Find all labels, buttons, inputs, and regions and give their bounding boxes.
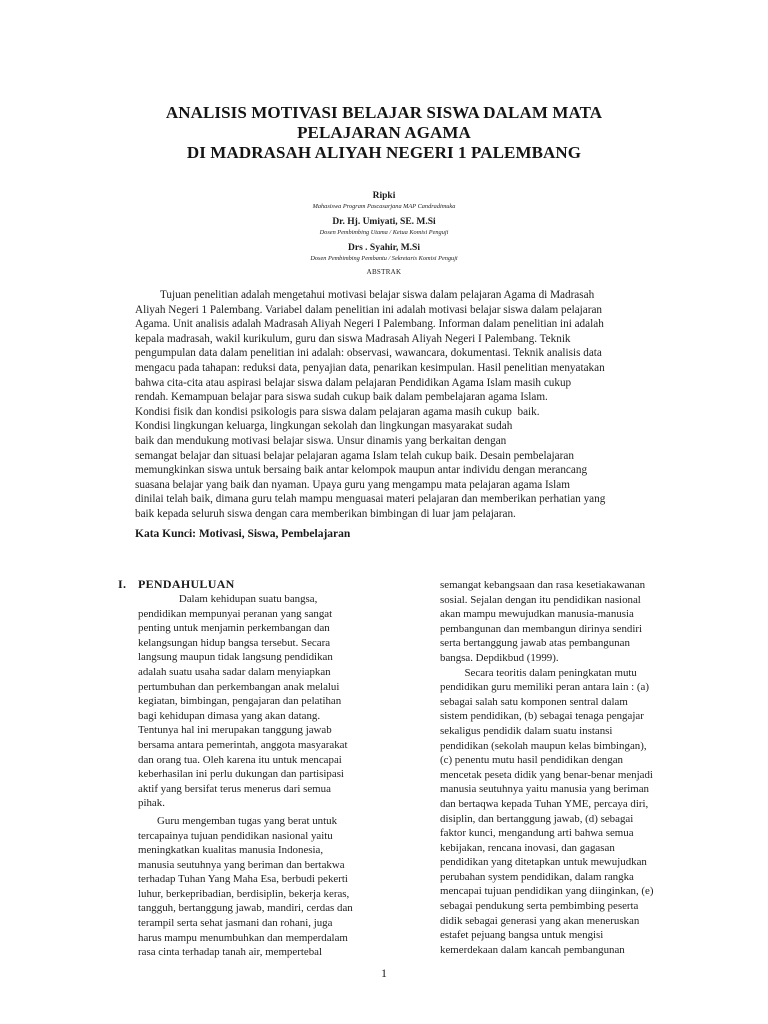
- author-affiliation: Mahasiswa Program Pascasarjana MAP Candradimuka: [312, 203, 456, 210]
- text-line: mencetak peseta didik yang benar-benar menjadi: [440, 768, 653, 781]
- text-line: sebagai salah satu komponen sentral dalam: [440, 695, 628, 708]
- text-line: aktif yang bersifat terus menerus dari semua: [138, 782, 331, 795]
- text-line: keberhasilan ini perlu dukungan dan partisipasi: [138, 768, 344, 781]
- page-number: 1: [381, 966, 387, 980]
- abstract-heading: ABSTRAK: [366, 268, 402, 276]
- text-line: langsung maupun tidak langsung pendidikan: [138, 651, 333, 664]
- text-line: pihak.: [138, 797, 165, 810]
- text-line: dan bertaqwa kepada Tuhan YME, percaya diri,: [440, 797, 649, 810]
- text-line: pendidikan (sekolah maupun kelas bimbingan),: [440, 739, 647, 752]
- author-name: Ripki: [372, 191, 396, 201]
- text-line: meningkatkan kualitas manusia Indonesia,: [138, 844, 324, 857]
- title-line-2: PELAJARAN AGAMA: [297, 123, 471, 142]
- text-line: pembangunan dan membangun dirinya sendiri: [440, 622, 643, 635]
- abstract-line: kepala madrasah, wakil kurikulum, guru dan siswa Madrasah Aliyah Negeri I Palembang. Teknik: [135, 332, 571, 345]
- section-number: I.: [118, 577, 127, 591]
- text-line: terhadap Tuhan Yang Maha Esa, berbudi pekerti: [138, 873, 348, 886]
- abstract-line: Kondisi lingkungan keluarga, lingkungan sekolah dan lingkungan masyarakat sudah: [135, 420, 513, 433]
- text-line: rasa cinta terhadap tanah air, mempertebal: [138, 946, 323, 959]
- text-line: sistem pendidikan, (b) sebagai tenaga pengajar: [440, 710, 644, 723]
- text-line: semangat kebangsaan dan rasa kesetiakawanan: [440, 579, 646, 591]
- abstract-line: Agama. Unit analisis adalah Madrasah Aliyah Negeri I Palembang. Informan dalam penelitian ini adalah: [135, 318, 604, 331]
- section-title: PENDAHULUAN: [138, 577, 235, 591]
- text-line: dan orang tua. Oleh karena itu untuk mencapai: [138, 753, 342, 766]
- abstract-line: semangat belajar dan situasi belajar pelajaran agama Islam telah cukup baik. Desain pembelajaran: [135, 449, 574, 462]
- text-line: bagi kehidupan dimasa yang akan datang.: [138, 709, 321, 722]
- text-line: manusia seutuhnya yaitu manusia yang beriman: [440, 783, 649, 796]
- text-line: sosial. Sejalan dengan itu pendidikan nasional: [440, 593, 641, 606]
- text-line: Secara teoritis dalam peningkatan mutu: [440, 666, 637, 679]
- abstract-line: baik dan mendukung motivasi belajar siswa. Unsur dinamis yang berkaitan dengan: [135, 434, 507, 447]
- text-line: kegiatan, bimbingan, pengajaran dan pelatihan: [138, 695, 342, 708]
- text-line: faktor kunci, mengandung arti bahwa semua: [440, 827, 634, 840]
- text-line: serta bertanggung jawab atas pembangunan: [440, 637, 630, 650]
- text-line: bangsa. Depdikbud (1999).: [440, 651, 559, 664]
- paragraph-2: [138, 814, 406, 960]
- text-line: pendidikan yang ditetapkan untuk mewujudkan: [440, 856, 647, 869]
- text-line: pertumbuhan dan perkembangan anak melalui: [138, 680, 340, 693]
- abstract-line: mengacu pada tahapan: reduksi data, penyajian data, penarikan kesimpulan. Hasil penelitian menyatakan: [135, 361, 605, 374]
- abstract-line: pengumpulan data dalam penelitian ini adalah: observasi, wawancara, dokumentasi. Teknik analisis data: [135, 347, 602, 360]
- text-line: didik sebagai generasi yang akan meneruskan: [440, 914, 640, 927]
- supervisor-name: Dr. Hj. Umiyati, SE. M.Si: [332, 217, 436, 227]
- text-line: terampil serta sehat jasmani dan rohani, juga: [138, 917, 333, 930]
- text-line: kemerdekaan dalam kancah pembangunan: [440, 943, 625, 956]
- text-line: estafet pejuang bangsa untuk mengisi: [440, 929, 604, 942]
- text-line: adalah suatu usaha sadar dalam menyiapkan: [138, 665, 331, 678]
- abstract-line: memungkinkan siswa untuk bersaing baik antar kelompok maupun antar individu dengan merancang: [135, 464, 588, 477]
- co-supervisor-role: Dosen Pembimbing Pembantu / Sekretaris Komisi Penguji: [310, 255, 458, 262]
- text-line: Dalam kehidupan suatu bangsa,: [138, 593, 318, 605]
- text-line: penting untuk menjamin perkembangan dan: [138, 622, 330, 635]
- author-block: [200, 190, 568, 276]
- supervisor-role: Dosen Pembimbing Utama / Ketua Komisi Penguji: [319, 229, 449, 236]
- abstract-body: [135, 288, 675, 522]
- section-heading: [118, 576, 408, 592]
- text-line: pendidikan mempunyai peranan yang sangat: [138, 607, 333, 620]
- text-line: disiplin, dan bertanggung jawab, (d) sebagai: [440, 812, 634, 825]
- abstract-line: rendah. Kemampuan belajar para siswa sudah cukup baik dalam pembelajaran agama Islam.: [135, 391, 548, 404]
- abstract-line: Kondisi fisik dan kondisi psikologis para siswa dalam pelajaran agama masih cukup baik.: [135, 405, 540, 418]
- text-line: sebagai pendukung serta pembimbing peserta: [440, 900, 639, 913]
- text-line: tangguh, bertanggung jawab, mandiri, cerdas dan: [138, 902, 353, 915]
- text-line: harus mampu menumbuhkan dan memperdalam: [138, 931, 348, 944]
- text-line: tercapainya tujuan pendidikan nasional yaitu: [138, 829, 333, 842]
- right-column: [440, 578, 715, 957]
- keywords: Kata Kunci: Motivasi, Siswa, Pembelajaran: [135, 528, 351, 540]
- text-line: kelangsungan hidup bangsa tersebut. Secara: [138, 636, 331, 649]
- text-line: mencapai tujuan pendidikan yang diinginkan, (e): [440, 885, 654, 898]
- text-line: Tentunya hal ini merupakan tanggung jawab: [138, 724, 332, 737]
- abstract-line: bahwa cita-cita atau aspirasi belajar siswa dalam pelajaran Pendidikan Agama Islam masih cukup: [135, 376, 572, 389]
- abstract-line: Aliyah Negeri 1 Palembang. Variabel dalam penelitian ini adalah motivasi belajar siswa dalam pelajaran: [135, 303, 603, 316]
- text-line: perubahan system pendidikan, dalam rangka: [440, 870, 634, 883]
- text-line: kebijakan, rencana inovasi, dan gagasan: [440, 841, 615, 854]
- title-line-3: DI MADRASAH ALIYAH NEGERI 1 PALEMBANG: [186, 143, 582, 162]
- text-line: manusia seutuhnya yang beriman dan bertakwa: [138, 858, 345, 871]
- abstract-line: suasana belajar yang baik dan nyaman. Upaya guru yang mengampu mata pelajaran agama Islam: [135, 478, 570, 491]
- paper-title: [100, 103, 668, 163]
- abstract-line: dinilai telah baik, dimana guru telah mampu menguasai materi pelajaran dan memberikan perhatian yang: [135, 493, 606, 506]
- abstract-line: baik kepada seluruh siswa dengan cara memberikan bimbingan di luar jam pelajaran.: [135, 507, 516, 520]
- text-line: Guru mengemban tugas yang berat untuk: [138, 814, 338, 827]
- text-line: luhur, berkepribadian, berdisiplin, bekerja keras,: [138, 887, 350, 900]
- left-column: [118, 576, 408, 960]
- abstract-line: Tujuan penelitian adalah mengetahui motivasi belajar siswa dalam pelajaran Agama di Madrasah: [135, 289, 595, 301]
- co-supervisor-name: Drs . Syahir, M.Si: [348, 243, 420, 253]
- text-line: pendidikan guru memiliki peran antara lain : (a): [440, 681, 649, 694]
- paragraph-1: [138, 592, 406, 811]
- text-line: sekaligus pendidik dalam suatu instansi: [440, 724, 613, 737]
- title-line-1: ANALISIS MOTIVASI BELAJAR SISWA DALAM MATA: [165, 103, 603, 122]
- text-line: akan mampu mewujudkan manusia-manusia: [440, 608, 634, 621]
- text-line: (c) penentu mutu hasil pendidikan dengan: [440, 754, 623, 767]
- text-line: bersama antara pemerintah, anggota masyarakat: [138, 738, 348, 751]
